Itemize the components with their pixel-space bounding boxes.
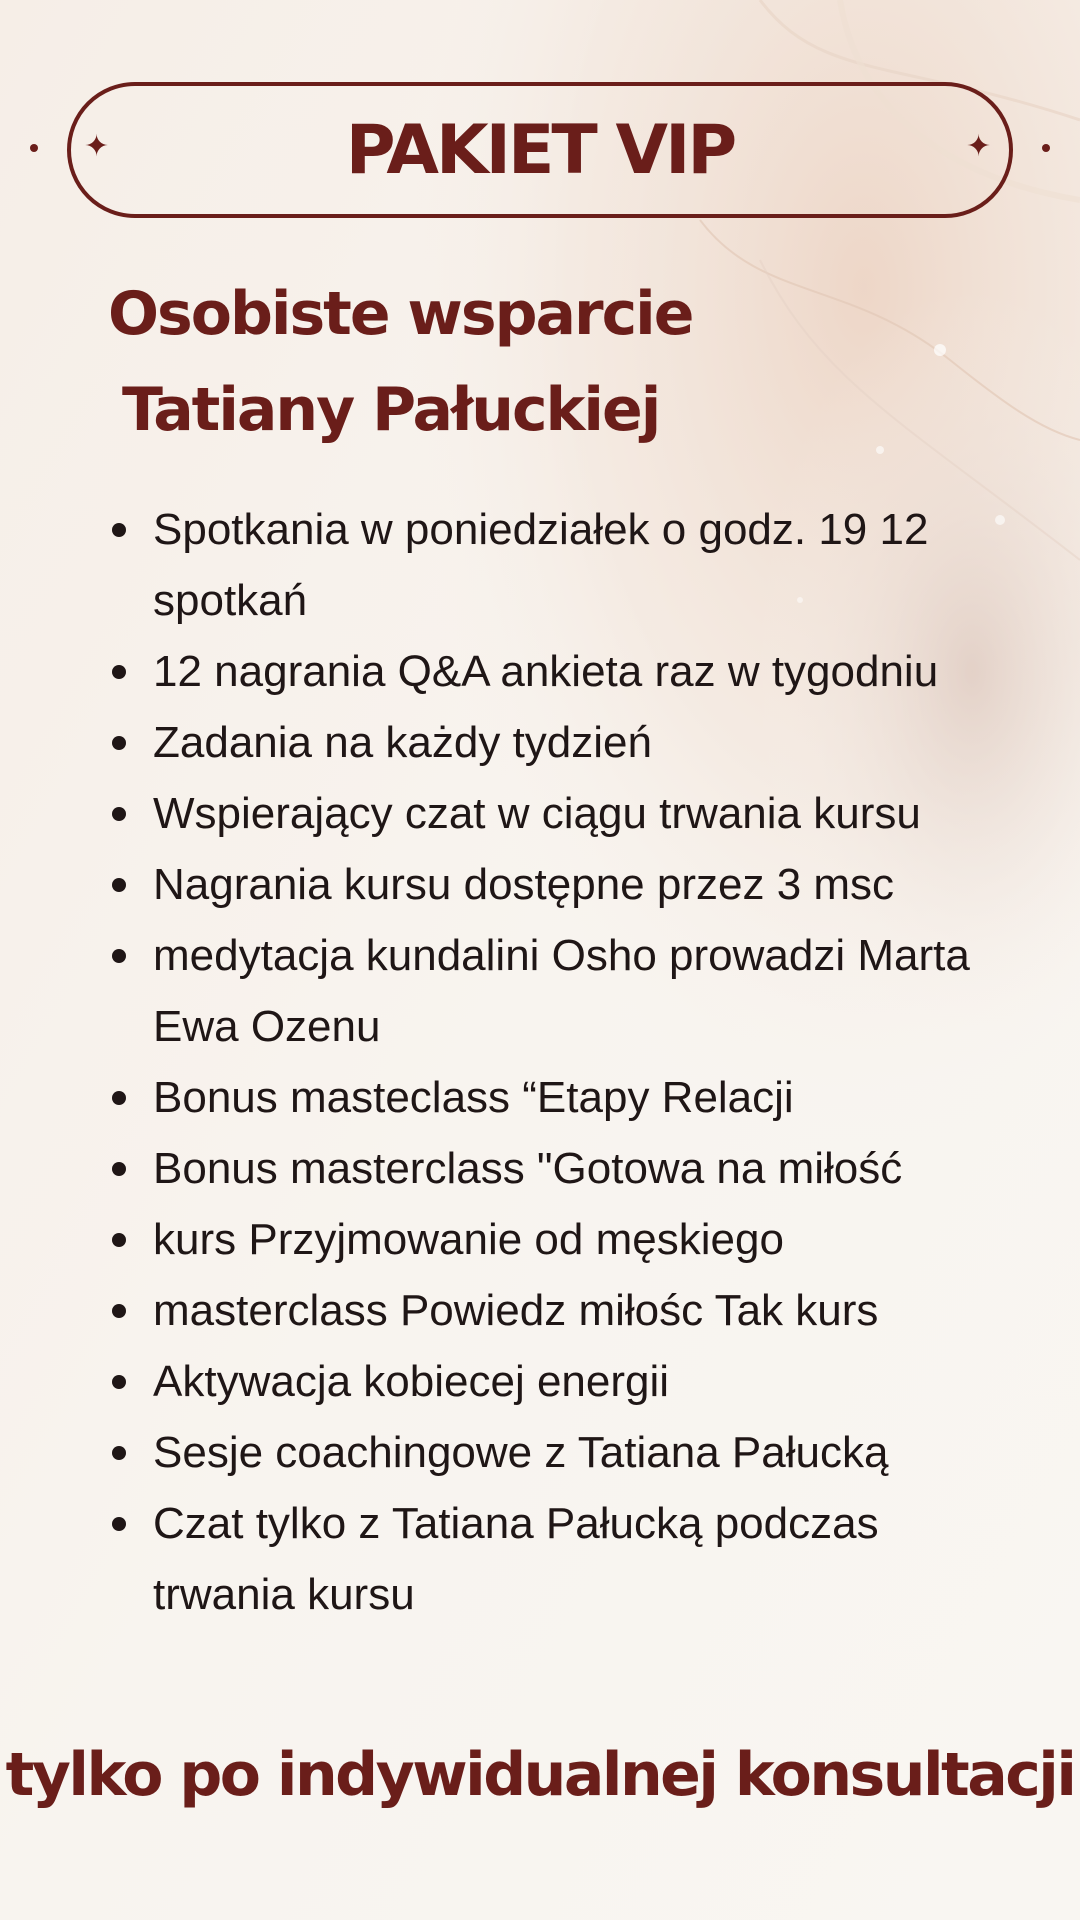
feature-item: Spotkania w poniedziałek o godz. 19 12 spotkań	[112, 494, 1032, 636]
feature-item: Sesje coachingowe z Tatiana Pałucką	[112, 1417, 1032, 1488]
feature-item: 12 nagrania Q&A ankieta raz w tygodniu	[112, 636, 1032, 707]
feature-item: Bonus masterclass "Gotowa na miłość	[112, 1133, 1032, 1204]
feature-item: Wspierający czat w ciągu trwania kursu	[112, 778, 1032, 849]
feature-item: Czat tylko z Tatiana Pałucką podczas trwania kursu	[112, 1488, 1032, 1630]
package-title: PAKIET VIP	[345, 110, 735, 190]
bullet-icon	[112, 523, 126, 537]
sparkle-left-icon: ✦	[84, 129, 110, 164]
footer-note: tylko po indywidualnej konsultacji	[5, 1740, 1075, 1810]
bullet-icon	[112, 1375, 126, 1389]
dot-left-icon	[30, 144, 38, 152]
bullet-icon	[112, 1091, 126, 1105]
feature-item: Bonus masteclass “Etapy Relacji	[112, 1062, 1032, 1133]
feature-item: masterclass Powiedz miłośc Tak kurs	[112, 1275, 1032, 1346]
bullet-icon	[112, 1233, 126, 1247]
bullet-icon	[112, 1446, 126, 1460]
bullet-icon	[112, 949, 126, 963]
subtitle-line-1: Osobiste wsparcie	[108, 279, 693, 349]
bullet-icon	[112, 1517, 126, 1531]
feature-item: medytacja kundalini Osho prowadzi Marta Ewa Ozenu	[112, 920, 1032, 1062]
bullet-icon	[112, 1304, 126, 1318]
dot-right-icon	[1042, 144, 1050, 152]
subtitle-line-2: Tatiany Pałuckiej	[122, 375, 660, 445]
feature-item: Nagrania kursu dostępne przez 3 msc	[112, 849, 1032, 920]
feature-item: Zadania na każdy tydzień	[112, 707, 1032, 778]
subtitle	[108, 266, 692, 458]
feature-item: Aktywacja kobiecej energii	[112, 1346, 1032, 1417]
bullet-icon	[112, 736, 126, 750]
bullet-icon	[112, 878, 126, 892]
bullet-icon	[112, 1162, 126, 1176]
feature-item: kurs Przyjmowanie od męskiego	[112, 1204, 1032, 1275]
bullet-icon	[112, 807, 126, 821]
features-list	[112, 494, 1032, 1630]
bullet-icon	[112, 665, 126, 679]
sparkle-right-icon: ✦	[966, 129, 992, 164]
